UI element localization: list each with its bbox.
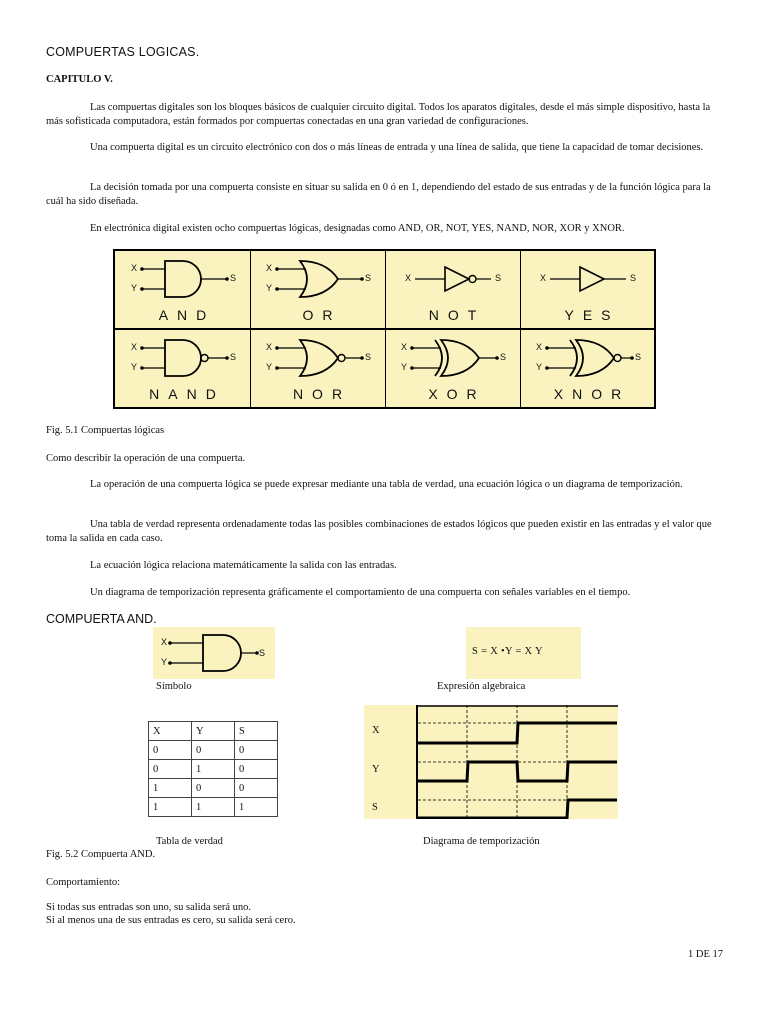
operation-paragraph-3: La ecuación lógica relaciona matemáticamente la salida con las entradas. (90, 560, 397, 571)
input-x-label: X (536, 342, 543, 352)
input-x-label: X (131, 263, 138, 273)
output-s-label: S (630, 273, 637, 283)
table-cell: 0 (149, 760, 192, 779)
table-cell: 0 (192, 741, 235, 760)
table-cell: 0 (149, 741, 192, 760)
input-y-label: Y (161, 657, 168, 667)
table-row (149, 798, 278, 817)
input-x-label: X (266, 263, 273, 273)
and-expression: S = X •Y = X Y (472, 646, 543, 657)
gate-cell-not (385, 251, 520, 329)
input-y-label: Y (401, 362, 408, 372)
output-s-label: S (365, 273, 372, 283)
gate-name-label: NOT (428, 307, 486, 323)
input-x-label: X (131, 342, 138, 352)
gate-name-label: AND (158, 307, 216, 323)
input-y-label: Y (131, 362, 138, 372)
symbol-caption: Símbolo (156, 681, 192, 692)
table-cell: 1 (235, 798, 278, 817)
gate-cell-nor (250, 330, 385, 408)
operation-paragraph-1: La operación de una compuerta lógica se puede expresar mediante una tabla de verdad, una ecuación lógica o un diagrama de temporización. (90, 479, 683, 490)
expression-caption: Expresión algebraica (437, 681, 526, 692)
table-header-cell: Y (192, 722, 235, 741)
table-header-cell: X (149, 722, 192, 741)
and-symbol-box (153, 627, 275, 679)
figure-caption-1: Fig. 5.1 Compuertas lógicas (46, 425, 165, 436)
output-s-label: S (365, 352, 372, 362)
gate-name-label: OR (302, 307, 342, 323)
input-x-label: X (540, 273, 547, 283)
gate-cell-xnor (520, 330, 655, 408)
timing-label-s: S (372, 802, 378, 813)
gate-cell-or (250, 251, 385, 329)
behavior-line-2: Si al menos una de sus entradas es cero, su salida será cero. (46, 915, 296, 926)
table-header-cell: S (235, 722, 278, 741)
gate-name-label: XNOR (553, 386, 631, 402)
input-y-label: Y (131, 283, 138, 293)
gate-name-label: NAND (149, 386, 225, 402)
output-s-label: S (259, 648, 266, 658)
timing-caption: Diagrama de temporización (423, 836, 540, 847)
intro-paragraph-3: La decisión tomada por una compuerta consiste en situar su salida en 0 ó en 1, dependiendo del estado de sus entradas y de la función lógica para la cuál ha sido diseñada. (46, 182, 711, 207)
table-header-row (149, 722, 278, 741)
input-x-label: X (405, 273, 412, 283)
table-cell: 0 (192, 779, 235, 798)
table-cell: 0 (235, 760, 278, 779)
timing-label-y: Y (372, 764, 380, 775)
intro-paragraph-1: Las compuertas digitales son los bloques básicos de cualquier circuito digital. Todos los aparatos digitales, desde el más simple dispositivo, hasta la más sofisticada computadora, están formados por compuertas conectadas en una gran variedad de configuraciones. (46, 102, 711, 127)
timing-label-box (364, 705, 416, 819)
input-x-label: X (161, 637, 168, 647)
table-row (149, 760, 278, 779)
intro-paragraph-2: Una compuerta digital es un circuito electrónico con dos o más líneas de entrada y una línea de salida, que tiene la capacidad de tomar decisiones. (90, 142, 704, 153)
behavior-title: Comportamiento: (46, 877, 121, 888)
operation-paragraph-4: Un diagrama de temporización representa gráficamente el comportamiento de una compuerta con señales variables en el tiempo. (90, 587, 631, 598)
table-cell: 0 (235, 741, 278, 760)
truth-table (148, 721, 278, 817)
timing-diagram (416, 705, 618, 819)
table-cell: 1 (192, 760, 235, 779)
and-gate-symbol (153, 627, 275, 679)
input-y-label: Y (536, 362, 543, 372)
operation-title: Como describir la operación de una compuerta. (46, 453, 246, 464)
chapter-heading: CAPITULO V. (46, 74, 113, 85)
page-number: 1 DE 17 (688, 949, 723, 960)
gate-cell-yes (520, 251, 655, 329)
and-section-title: COMPUERTA AND. (46, 612, 157, 626)
figure-caption-2: Fig. 5.2 Compuerta AND. (46, 849, 156, 860)
gate-cell-nand (115, 330, 250, 408)
output-s-label: S (495, 273, 502, 283)
gate-cell-xor (385, 330, 520, 408)
table-cell: 1 (192, 798, 235, 817)
gate-name-label: YES (564, 307, 620, 323)
table-cell: 0 (235, 779, 278, 798)
gate-name-label: XOR (428, 386, 486, 402)
input-x-label: X (401, 342, 408, 352)
table-cell: 1 (149, 798, 192, 817)
output-s-label: S (230, 352, 237, 362)
input-y-label: Y (266, 362, 273, 372)
behavior-line-1: Si todas sus entradas son uno, su salida será uno. (46, 902, 252, 913)
input-y-label: Y (266, 283, 273, 293)
table-cell: 1 (149, 779, 192, 798)
expression-box (466, 627, 581, 679)
table-row (149, 779, 278, 798)
gate-cell-and (115, 251, 250, 329)
table-row (149, 741, 278, 760)
output-s-label: S (635, 352, 642, 362)
page-title: COMPUERTAS LOGICAS. (46, 45, 200, 59)
gate-name-label: NOR (292, 386, 352, 402)
timing-label-x: X (372, 725, 380, 736)
output-s-label: S (230, 273, 237, 283)
input-x-label: X (266, 342, 273, 352)
truth-table-caption: Tabla de verdad (156, 836, 223, 847)
operation-paragraph-2: Una tabla de verdad representa ordenadamente todas las posibles combinaciones de estados lógicos que pueden existir en las entradas y el valor que toma la salida en cada caso. (46, 519, 712, 544)
output-s-label: S (500, 352, 507, 362)
intro-paragraph-4: En electrónica digital existen ocho compuertas lógicas, designadas como AND, OR, NOT, YES, NAND, NOR, XOR y XNOR. (90, 223, 625, 234)
gates-figure (113, 249, 656, 409)
